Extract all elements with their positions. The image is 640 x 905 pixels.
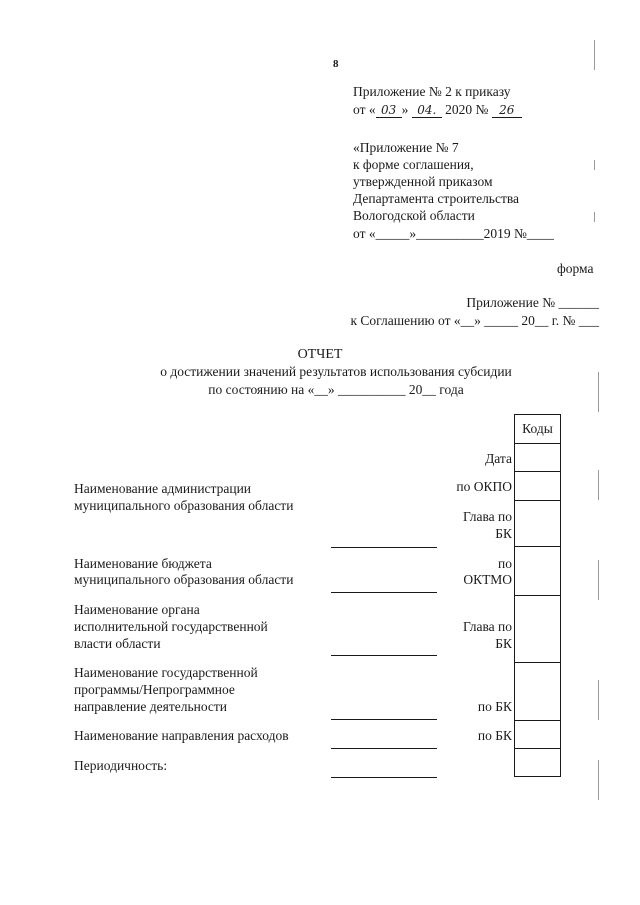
- label-admin-l2: муниципального образования области: [74, 498, 294, 513]
- appendix7-line5: Вологодской области: [353, 208, 475, 223]
- label-oktmo-l2: ОКТМО: [463, 572, 512, 587]
- label-program-l1: Наименование государственной: [74, 665, 258, 680]
- codes-table: [514, 414, 561, 777]
- codes-header: Коды: [515, 415, 561, 444]
- code-cell-periodicity: [515, 749, 561, 777]
- fill-line-admin: [331, 547, 437, 548]
- scan-edge-mark: [598, 372, 599, 412]
- scan-edge-mark: [594, 212, 595, 222]
- fill-line-program: [331, 719, 437, 720]
- handwritten-number: 26: [492, 103, 522, 118]
- code-cell-bk1: [515, 663, 561, 721]
- handwritten-month: 04.: [412, 103, 442, 118]
- appendix7-line6: от «_____»__________2019 №____: [353, 226, 554, 241]
- agreement-line2: к Соглашению от «__» _____ 20__ г. № ___: [350, 313, 599, 328]
- label-organ-l2: исполнительной государственной: [74, 619, 268, 634]
- label-okpo: по ОКПО: [456, 479, 512, 494]
- label-admin-l1: Наименование администрации: [74, 481, 252, 496]
- label-periodicity: Периодичность:: [74, 758, 168, 773]
- code-cell-glava2: [515, 596, 561, 663]
- scan-edge-mark: [598, 470, 599, 500]
- label-glava2-l1: Глава по: [462, 619, 512, 634]
- label-bk1: по БК: [477, 699, 512, 714]
- label-glava1-l1: Глава по: [462, 509, 512, 524]
- form-label: форма: [557, 261, 594, 276]
- appendix2-title: Приложение № 2 к приказу: [353, 84, 511, 99]
- date-year: 2020 №: [441, 102, 492, 117]
- label-oktmo-l1: по: [498, 556, 512, 571]
- fill-line-expenses: [331, 748, 437, 749]
- report-subtitle: о достижении значений результатов использования субсидии: [160, 364, 512, 379]
- label-glava2-l2: БК: [495, 636, 512, 651]
- label-budget-l1: Наименование бюджета: [74, 556, 212, 571]
- label-expenses: Наименование направления расходов: [74, 728, 289, 743]
- label-organ-l1: Наименование органа: [74, 602, 200, 617]
- scan-edge-mark: [598, 680, 599, 720]
- label-date: Дата: [485, 451, 512, 466]
- scan-edge-mark: [598, 560, 599, 600]
- appendix2-date-line: [353, 101, 522, 118]
- code-cell-okpo: [515, 472, 561, 501]
- appendix7-line1: «Приложение № 7: [353, 140, 459, 155]
- scan-edge-mark: [598, 760, 599, 800]
- label-program-l2: программы/Непрограммное: [74, 682, 235, 697]
- code-cell-glava1: [515, 501, 561, 547]
- scan-edge-mark: [594, 160, 595, 170]
- appendix7-line2: к форме соглашения,: [353, 157, 474, 172]
- handwritten-day: 03: [376, 103, 402, 118]
- fill-line-periodicity: [331, 777, 437, 778]
- date-prefix: от «: [353, 102, 376, 117]
- label-glava1-l2: БК: [495, 526, 512, 541]
- fill-line-organ: [331, 655, 437, 656]
- report-title: ОТЧЕТ: [297, 347, 343, 362]
- agreement-line1: Приложение № ______: [466, 295, 599, 310]
- appendix7-line4: Департамента строительства: [353, 191, 520, 206]
- report-date-line: по состоянию на «__» __________ 20__ года: [208, 382, 464, 397]
- code-cell-oktmo: [515, 547, 561, 596]
- label-bk2: по БК: [477, 728, 512, 743]
- label-program-l3: направление деятельности: [74, 699, 228, 714]
- page-number: 8: [333, 58, 339, 70]
- date-mid: »: [401, 102, 412, 117]
- label-organ-l3: власти области: [74, 636, 161, 651]
- code-cell-bk2: [515, 721, 561, 749]
- code-cell-date: [515, 444, 561, 472]
- label-budget-l2: муниципального образования области: [74, 572, 294, 587]
- appendix7-line3: утвержденной приказом: [353, 174, 493, 189]
- fill-line-budget: [331, 592, 437, 593]
- scan-edge-mark: [594, 40, 595, 70]
